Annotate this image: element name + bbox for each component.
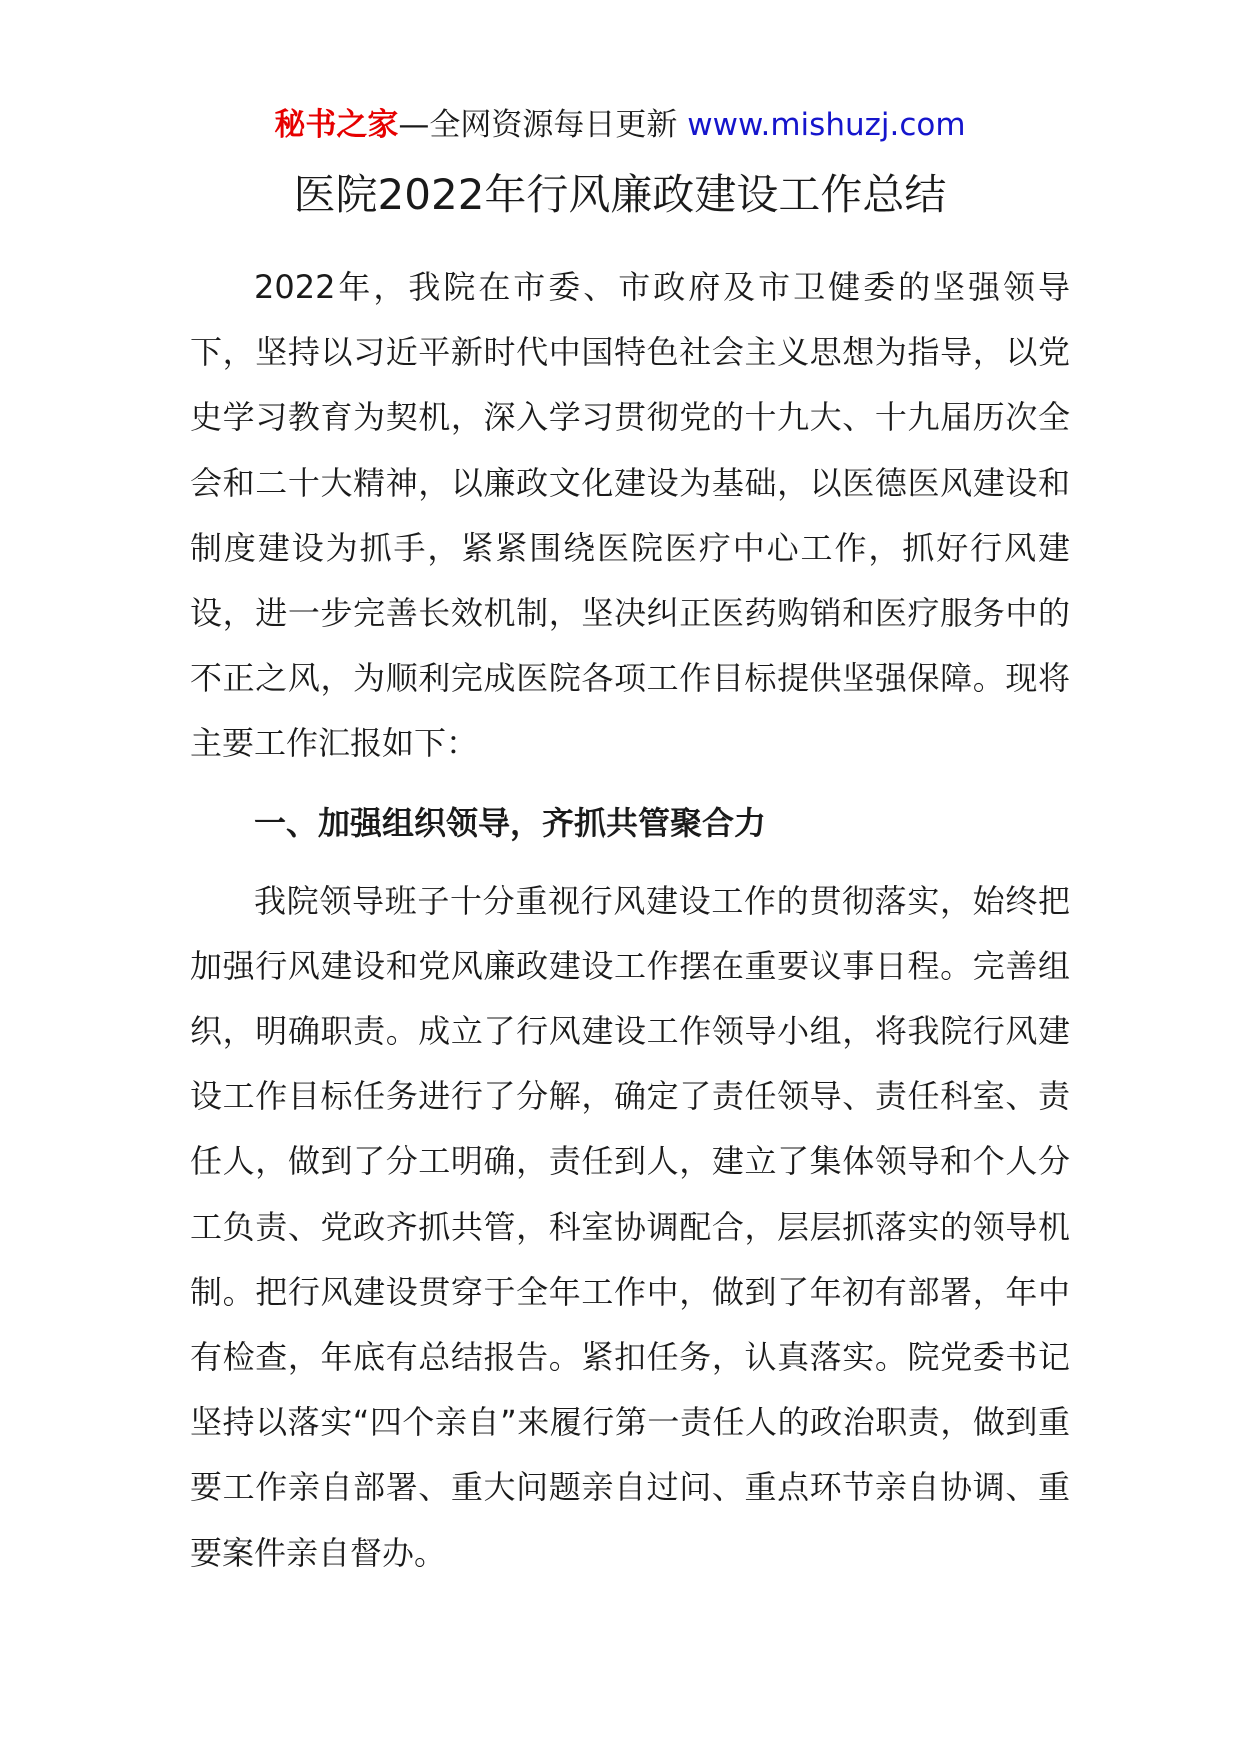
site-brand: 秘书之家 bbox=[274, 107, 399, 143]
document-body bbox=[190, 255, 1070, 1586]
site-slogan: —全网资源每日更新 bbox=[398, 107, 678, 143]
intro-paragraph: 2022年，我院在市委、市政府及市卫健委的坚强领导下，坚持以习近平新时代中国特色社会主义思想为指导，以党史学习教育为契机，深入学习贯彻党的十九大、十九届历次全会和二十大精神，以廉政文化建设为基础，以医德医风建设和制度建设为抓手，紧紧围绕医院医疗中心工作，抓好行风建设，进一步完善长效机制，坚决纠正医药购销和医疗服务中的不正之风，为顺利完成医院各项工作目标提供坚强保障。现将主要工作汇报如下： bbox=[190, 268, 1070, 763]
document-title: 医院2022年行风廉政建设工作总结 bbox=[293, 170, 947, 219]
site-url: www.mishuzj.com bbox=[687, 107, 966, 143]
section-heading: 一、加强组织领导，齐抓共管聚合力 bbox=[254, 803, 767, 842]
section-paragraph: 我院领导班子十分重视行风建设工作的贯彻落实，始终把加强行风建设和党风廉政建设工作摆在重要议事日程。完善组织，明确职责。成立了行风建设工作领导小组，将我院行风建设工作目标任务进行了分解，确定了责任领导、责任科室、责任人，做到了分工明确，责任到人，建立了集体领导和个人分工负责、党政齐抓共管，科室协调配合，层层抓落实的领导机制。把行风建设贯穿于全年工作中，做到了年初有部署，年中有检查，年底有总结报告。紧扣任务，认真落实。院党委书记坚持以落实“四个亲自”来履行第一责任人的政治职责，做到重要工作亲自部署、重大问题亲自过问、重点环节亲自协调、重要案件亲自督办。 bbox=[190, 881, 1070, 1572]
site-header bbox=[0, 100, 1240, 150]
